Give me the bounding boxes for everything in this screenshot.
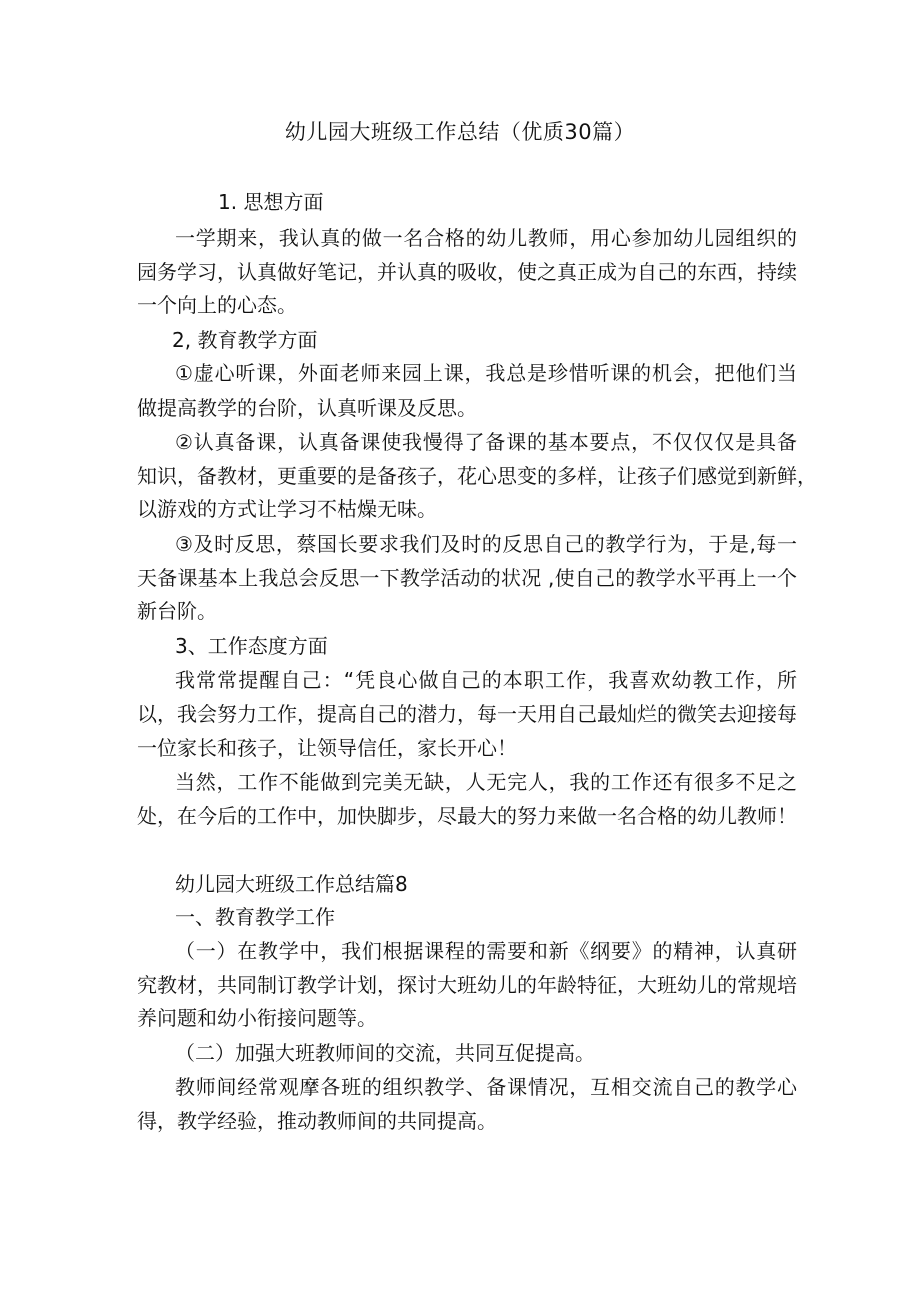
paragraph-line: 做提高教学的台阶，认真听课及反思。 bbox=[137, 396, 477, 420]
paragraph-line: 天备课基本上我总会反思一下教学活动的状况 ,使自己的教学水平再上一个 bbox=[137, 566, 797, 590]
section-heading-teaching-work: 一、教育教学工作 bbox=[175, 905, 335, 929]
paragraph-line: ②认真备课，认真备课使我慢得了备课的基本要点，不仅仅仅是具备 bbox=[175, 430, 797, 454]
document-title: 幼儿园大班级工作总结（优质30篇） bbox=[284, 120, 636, 144]
section-heading-attitude: 3、工作态度方面 bbox=[175, 634, 328, 658]
paragraph-line: ①虚心听课，外面老师来园上课，我总是珍惜听课的机会，把他们当 bbox=[175, 361, 797, 385]
paragraph-line: 得，教学经验，推动教师间的共同提高。 bbox=[137, 1109, 497, 1133]
paragraph-line: 以，我会努力工作，提高自己的潜力，每一天用自己最灿烂的微笑去迎接每 bbox=[137, 702, 797, 726]
paragraph-line: 新台阶。 bbox=[137, 599, 217, 623]
paragraph-line: 一个向上的心态。 bbox=[137, 293, 297, 317]
paragraph-line: 教师间经常观摩各班的组织教学、备课情况，互相交流自己的教学心 bbox=[175, 1075, 797, 1099]
paragraph-line: 园务学习，认真做好笔记，并认真的吸收，使之真正成为自己的东西，持续 bbox=[137, 260, 797, 284]
paragraph-line: 一学期来，我认真的做一名合格的幼儿教师，用心参加幼儿园组织的 bbox=[175, 226, 797, 250]
paragraph-line: 我常常提醒自己：“凭良心做自己的本职工作，我喜欢幼教工作，所 bbox=[175, 668, 797, 692]
paragraph-line: （一）在教学中，我们根据课程的需要和新《纲要》的精神，认真研 bbox=[175, 939, 797, 963]
paragraph-line: ③及时反思，蔡国长要求我们及时的反思自己的教学行为，于是,每一 bbox=[175, 532, 797, 556]
paragraph-line: 当然，工作不能做到完美无缺，人无完人，我的工作还有很多不足之 bbox=[175, 770, 797, 794]
paragraph-line: 养问题和幼小衔接问题等。 bbox=[137, 1006, 377, 1030]
section-heading-thought: 1. 思想方面 bbox=[218, 190, 324, 214]
paragraph-line: 知识，备教材，更重要的是备孩子，花心思变的多样，让孩子们感觉到新鲜， bbox=[137, 464, 817, 488]
paragraph-line: 一位家长和孩子，让领导信任，家长开心！ bbox=[137, 736, 517, 760]
paragraph-line: （二）加强大班教师间的交流，共同互促提高。 bbox=[175, 1041, 595, 1065]
section-heading-teaching: 2, 教育教学方面 bbox=[172, 328, 318, 352]
paragraph-line: 究教材，共同制订教学计划，探讨大班幼儿的年龄特征，大班幼儿的常规培 bbox=[137, 973, 797, 997]
section-title-part8: 幼儿园大班级工作总结篇8 bbox=[175, 872, 408, 896]
paragraph-line: 以游戏的方式让学习不枯燥无味。 bbox=[137, 497, 437, 521]
paragraph-line: 处，在今后的工作中，加快脚步，尽最大的努力来做一名合格的幼儿教师！ bbox=[137, 804, 797, 828]
